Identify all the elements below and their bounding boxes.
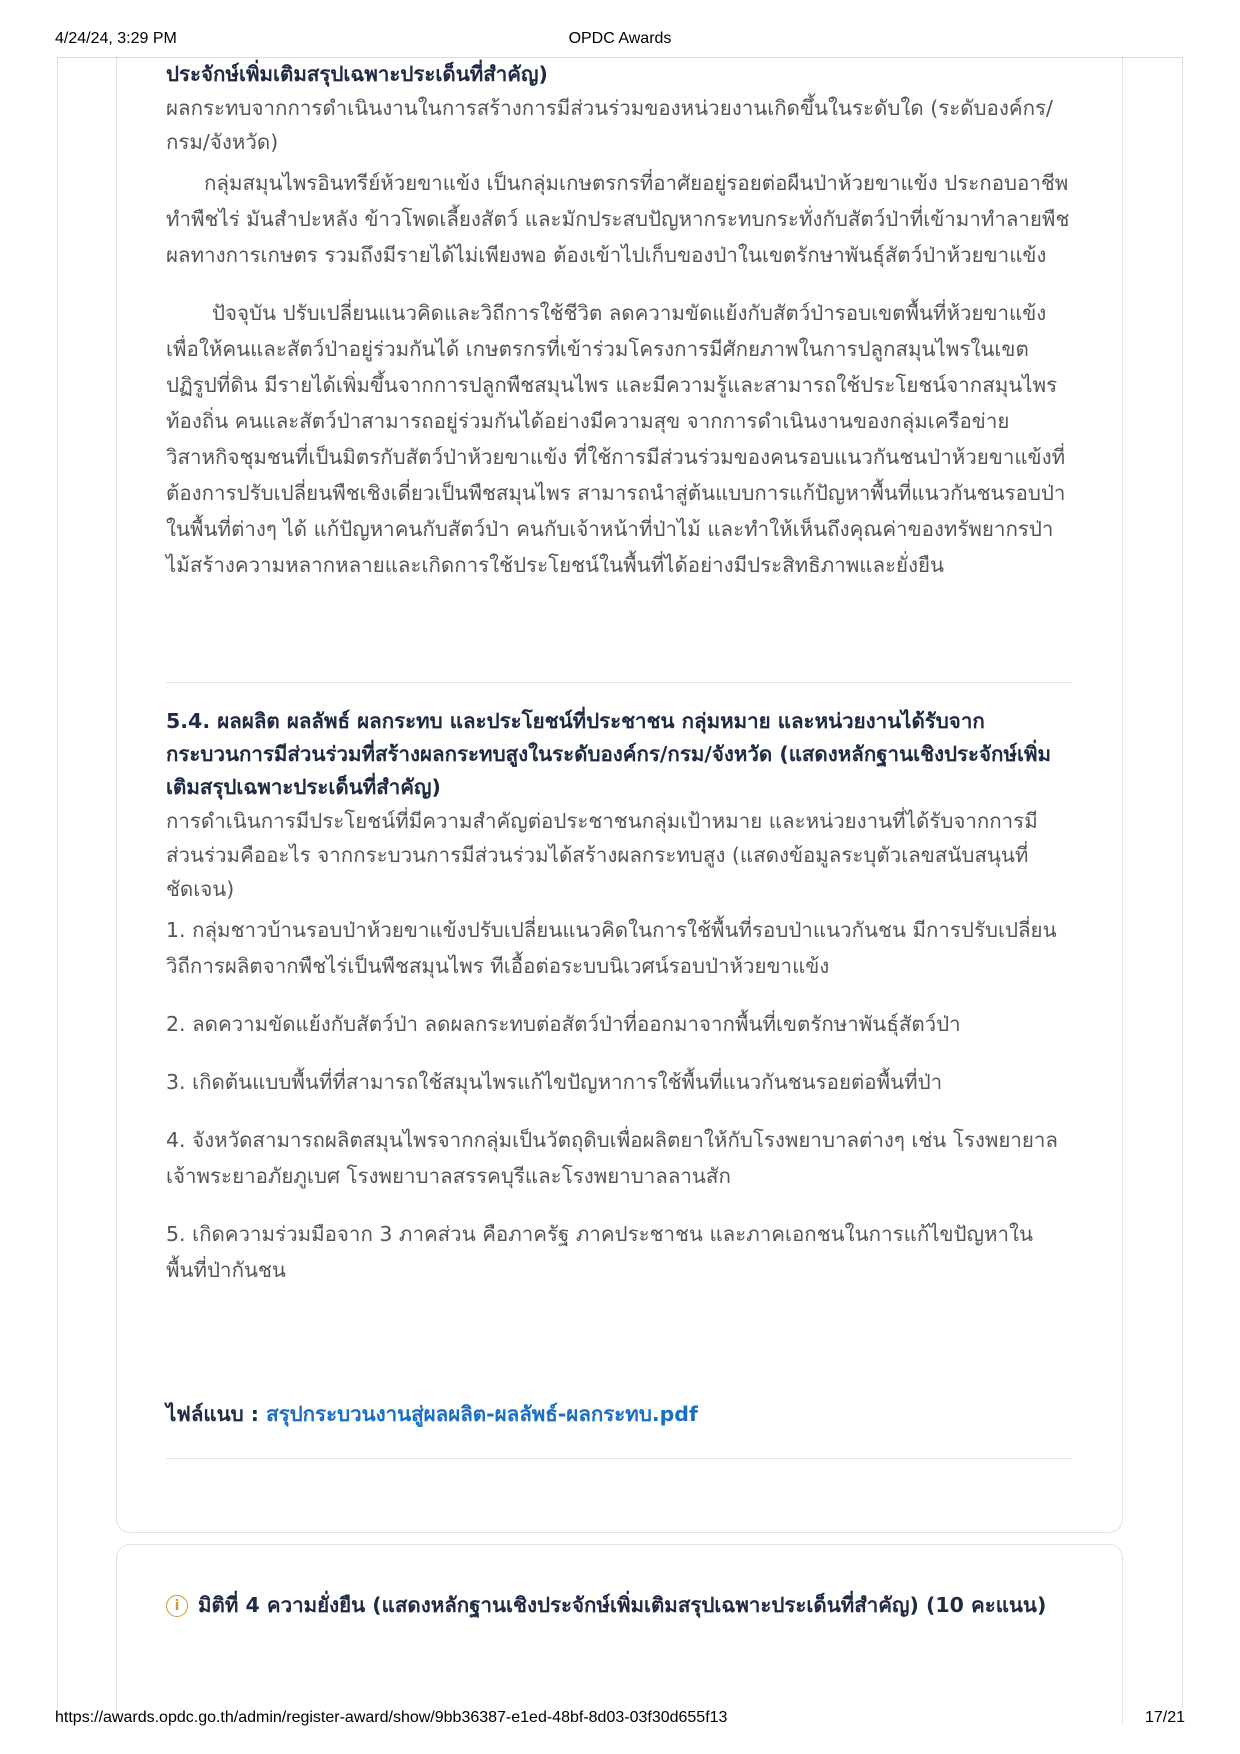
section-answer: [166, 165, 1072, 583]
section-heading-tail: ประจักษ์เพิ่มเติมสรุปเฉพาะประเด็นที่สำคัญ): [166, 62, 548, 86]
section-divider: [166, 682, 1072, 683]
attachment-link[interactable]: สรุปกระบวนงานสู่ผลผลิต-ผลลัพธ์-ผลกระทบ.pdf: [266, 1402, 698, 1426]
attachment-row: [166, 1398, 1072, 1431]
section-question: การดำเนินการมีประโยชน์ที่มีความสำคัญต่อประชาชนกลุ่มเป้าหมาย และหน่วยงานที่ได้รับจากการมีส่วนร่วมคืออะไร จากกระบวนการมีส่วนร่วมได้สร้างผลกระทบสูง (แสดงข้อมูลระบุตัวเลขสนับสนุนที่ชัดเจน): [166, 809, 1038, 901]
print-title: OPDC Awards: [568, 30, 672, 47]
info-icon[interactable]: i: [166, 1595, 188, 1617]
dimension-4-heading: [166, 1585, 1072, 1625]
section-heading: 5.4. ผลผลิต ผลลัพธ์ ผลกระทบ และประโยชน์ที่ประชาชน กลุ่มหมาย และหน่วยงานได้รับจากกระบวนการมีส่วนร่วมที่สร้างผลกระทบสูงในระดับองค์กร/กรม/จังหวัด (แสดงหลักฐานเชิงประจักษ์เพิ่มเติมสรุปเฉพาะประเด็นที่สำคัญ): [166, 709, 1052, 799]
section-divider: [166, 1458, 1072, 1459]
section-5-4: [166, 705, 1072, 1288]
dimension-4-card: [116, 1544, 1123, 1725]
section-question: ผลกระทบจากการดำเนินงานในการสร้างการมีส่วนร่วมของหน่วยงานเกิดขึ้นในระดับใด (ระดับองค์กร/กรม/จังหวัด): [166, 96, 1053, 154]
previous-section: [166, 58, 1072, 583]
answer-item: 2. ลดความขัดแย้งกับสัตว์ป่า ลดผลกระทบต่อสัตว์ป่าที่ออกมาจากพื้นที่เขตรักษาพันธุ์สัตว์ป่า: [166, 1012, 961, 1036]
answer-paragraph: กลุ่มสมุนไพรอินทรีย์ห้วยขาแข้ง เป็นกลุ่มเกษตรกรที่อาศัยอยู่รอยต่อผืนป่าห้วยขาแข้ง ประกอบอาชีพทำพืชไร่ มันสำปะหลัง ข้าวโพดเลี้ยงสัตว์ และมักประสบปัญหากระทบกระทั่งกับสัตว์ป่าที่เข้ามาทำลายพืชผลทางการเกษตร รวมถึงมีรายได้ไม่เพียงพอ ต้องเข้าไปเก็บของป่าในเขตรักษาพันธุ์สัตว์ป่าห้วยขาแข้ง: [166, 171, 1070, 267]
dimension-4-title: มิติที่ 4 ความยั่งยืน (แสดงหลักฐานเชิงประจักษ์เพิ่มเติมสรุปเฉพาะประเด็นที่สำคัญ) (10 คะแนน): [198, 1593, 1047, 1617]
print-page-number: 17/21: [1144, 1709, 1185, 1726]
section-answer: [166, 912, 1072, 1288]
print-url: https://awards.opdc.go.th/admin/register-award/show/9bb36387-e1ed-48bf-8d03-03f30d655f13: [55, 1709, 728, 1726]
answer-item: 5. เกิดความร่วมมือจาก 3 ภาคส่วน คือภาครัฐ ภาคประชาชน และภาคเอกชนในการแก้ไขปัญหาในพื้นที่ป่ากันชน: [166, 1222, 1034, 1282]
answer-item: 3. เกิดต้นแบบพื้นที่ที่สามารถใช้สมุนไพรแก้ไขปัญหาการใช้พื้นที่แนวกันชนรอยต่อพื้นที่ป่า: [166, 1070, 943, 1094]
print-datetime: 4/24/24, 3:29 PM: [55, 30, 177, 47]
attachment-label: ไฟล์แนบ :: [166, 1402, 259, 1426]
answer-item: 4. จังหวัดสามารถผลิตสมุนไพรจากกลุ่มเป็นวัตถุดิบเพื่อผลิตยาให้กับโรงพยาบาลต่างๆ เช่น โรงพยายาลเจ้าพระยาอภัยภูเบศ โรงพยาบาลสรรคบุรีและโรงพยาบาลลานสัก: [166, 1128, 1058, 1188]
print-footer: [0, 1709, 1240, 1729]
answer-paragraph: ปัจจุบัน ปรับเปลี่ยนแนวคิดและวิถีการใช้ชีวิต ลดความขัดแย้งกับสัตว์ป่ารอบเขตพื้นที่ห้วยขาแข้ง เพื่อให้คนและสัตว์ป่าอยู่ร่วมกันได้ เกษตรกรที่เข้าร่วมโครงการมีศักยภาพในการปลูกสมุนไพรในเขตปฏิรูปที่ดิน มีรายได้เพิ่มขึ้นจากการปลูกพืชสมุนไพร และมีความรู้และสามารถใช้ประโยชน์จากสมุนไพรท้องถิ่น คนและสัตว์ป่าสามารถอยู่ร่วมกันได้อย่างมีความสุข จากการดำเนินงานของกลุ่มเครือข่ายวิสาหกิจชุมชนที่เป็นมิตรกับสัตว์ป่าห้วยขาแข้ง ที่ใช้การมีส่วนร่วมของคนรอบแนวกันชนป่าห้วยขาแข้งที่ต้องการปรับเปลี่ยนพืชเชิงเดี่ยวเป็นพืชสมุนไพร สามารถนำสู่ต้นแบบการแก้ปัญหาพื้นที่แนวกันชนรอบป่าในพื้นที่ต่างๆ ได้ แก้ปัญหาคนกับสัตว์ป่า คนกับเจ้าหน้าที่ป่าไม้ และทำให้เห็นถึงคุณค่าของทรัพยากรป่าไม้สร้างความหลากหลายและเกิดการใช้ประโยชน์ในพื้นที่ได้อย่างมีประสิทธิภาพและยั่งยืน: [166, 301, 1066, 577]
print-header: [0, 30, 1240, 50]
answer-item: 1. กลุ่มชาวบ้านรอบป่าห้วยขาแข้งปรับเปลี่ยนแนวคิดในการใช้พื้นที่รอบป่าแนวกันชน มีการปรับเปลี่ยนวิถีการผลิตจากพืชไร่เป็นพืชสมุนไพร ทีเอื้อต่อระบบนิเวศน์รอบป่าห้วยขาแข้ง: [166, 918, 1057, 978]
